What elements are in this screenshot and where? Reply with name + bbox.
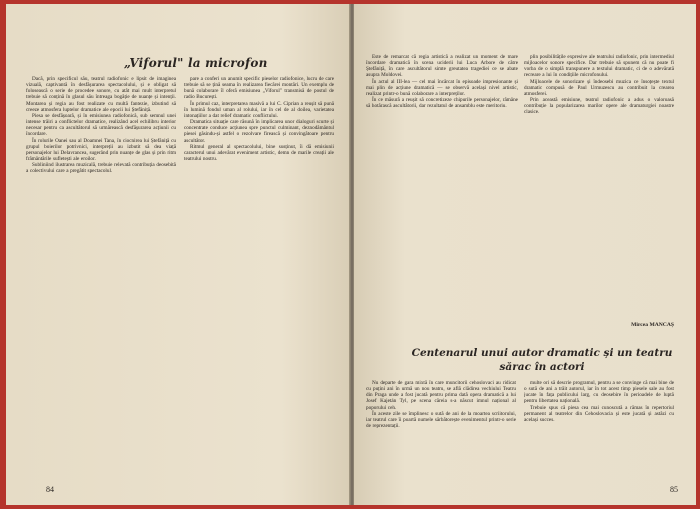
paragraph: pare a conferi un anumit specific pieselor radiofonice, lucru de care trebuie să se țină seama în realizarea fiecărei montări. Un exemplu de bună colaborare îl oferă emisiunea „Viforul" transmisă de postul de radio București. — [184, 76, 334, 101]
paragraph: Mijloacele de sonorizare și îndeosebi muzica ce însoțește textul dramatic compusă de Paul Urmuzescu au contribuit la crearea atmosferei. — [524, 78, 674, 97]
left-column-1 — [26, 76, 176, 476]
paragraph: Dramatica situație care răsună în implicarea unor dialoguri scurte și concentrate conduce acțiunea spre punctul culminant, deznodământul piesei găsindu-și astfel o rezolvare firească și convingătoare pentru ascultător. — [184, 119, 334, 144]
page-number: 84 — [46, 485, 54, 494]
paragraph: multe ori să descrie programul, pentru a se convinge că mai bine de o sută de ani a trăit autorul, iar în tot acest timp piesele sale au fost jucate în fața publicului larg, cu deosebire în perioadele de luptă pentru libertatea națională. — [524, 380, 674, 405]
paragraph: În rolurile Oanei sau al Doamnei Tana, în ciocnirea lui Ștefăniță cu grupul boierilor potrivnici, interpreții au izbutit să dea viață personajelor lui Delavrancea, sugerând prin nuanțe de glas și prin ritm frământările sufletești ale eroilor. — [26, 137, 176, 163]
centenar-column-1 — [366, 380, 516, 490]
left-column-2 — [184, 76, 334, 501]
paragraph: Prin această emisiune, teatrul radiofonic a adus o valoroasă contribuție la popularizarea marilor opere ale dramaturgiei noastre clasice. — [524, 97, 674, 116]
paragraph: În primul caz, interpretarea masivă a lui C. Ciprian a reușit să pună în lumină fondul uman al rolului, iar în cel de al doilea, varietatea intonațiilor a dat relief dramatic conflictului. — [184, 100, 334, 119]
paragraph: Subliniind ilustrarea muzicală, trebuie relevată contribuția deosebită a colectivului care a pregătit spectacolul. — [26, 162, 176, 175]
paragraph: Ritmul general al spectacolului, bine susținut, îi dă emisiunii caracterul unui adevărat eveniment artistic, demn de marile creații ale teatrului nostru. — [184, 143, 334, 163]
paragraph: Este de remarcat că regia artistică a realizat un moment de mare încordare dramatică în scena uciderii lui Luca Arbore de către Ștefăniță, în care ascultătorul simte greutatea tragediei ce se abate asupra Moldovei. — [366, 54, 518, 79]
article-title: „Viforul" la microfon — [124, 56, 268, 70]
paragraph: Trebuie spus că piesa cea mai cunoscută a rămas în repertoriul permanent al teatrelor din Cehoslovacia și este jucată și astăzi cu același succes. — [524, 404, 674, 423]
right-column-1 — [366, 54, 518, 324]
centenar-column-2 — [524, 380, 674, 480]
paragraph: În aceste zile se împlinesc o sută de ani de la moartea scriitorului, iar teatrul care îi poartă numele sărbătorește evenimentul printr-o serie de reprezentații. — [366, 410, 516, 430]
page-number: 85 — [670, 485, 678, 494]
paragraph: Dacă, prin specificul său, teatrul radiofonic e lipsit de imaginea vizuală, captivantă în desfășurarea spectacolului, și e obligat să folosească o serie de procedee sonore, cu atât mai mult interpretul trebuie să conțină în glasul său întreaga bogăție de nuanțe și intenții. Montarea și regia au fost realizate cu multă fantezie, izbutind să creeze atmosfera luptelor dramatice ale epocii lui Ștefăniță. — [26, 76, 176, 113]
left-page — [6, 4, 350, 505]
paragraph: plin posibilitățile expresive ale teatrului radiofonic, prin intermediul mijloacelor sonore specifice. Dar trebuie să spunem că nu poate fi vorba de o simplă transpunere a textului dramatic, ci de o adevărată recreare a lui în condițiile microfonului. — [524, 54, 674, 79]
article-title-centenar: Centenarul unui autor dramatic și un teatru sărac în actori — [411, 347, 673, 373]
paragraph: În ce măsură a reușit să concretizeze chipurile personajelor, rămâne să hotărască ascultătorii, dar rezultatul de ansamblu este meritoriu. — [366, 97, 518, 110]
paragraph: Piesa se desfășoară, și în emisiunea radiofonică, sub semnul unei intense trăiri a conflictelor dramatice, realizând acel echilibru interior necesar pentru ca ascultătorul să urmărească desfășurarea acțiunii cu încordare. — [26, 112, 176, 138]
paragraph: În actul al III-lea — cel mai încărcat în episoade impresionante și mai plin de acțiune dramatică — se observă același nivel artistic, realizat printr-o bună colaborare a interpreților. — [366, 78, 518, 97]
author-signature: Mircea MANCAȘ — [631, 322, 674, 328]
paragraph: Nu departe de gara mixtă în care muncitorii cehoslovaci au ridicat cu puțini ani în urmă un nou teatru, se află clădirea vechiului Teatru din Praga unde a fost jucată pentru prima dată opera dramatică a lui Josef Kajetán Tyl, pe scena căreia s-a născut imnul național al poporului ceh. — [366, 380, 516, 411]
right-column-2 — [524, 54, 674, 316]
book-spread — [6, 4, 696, 505]
